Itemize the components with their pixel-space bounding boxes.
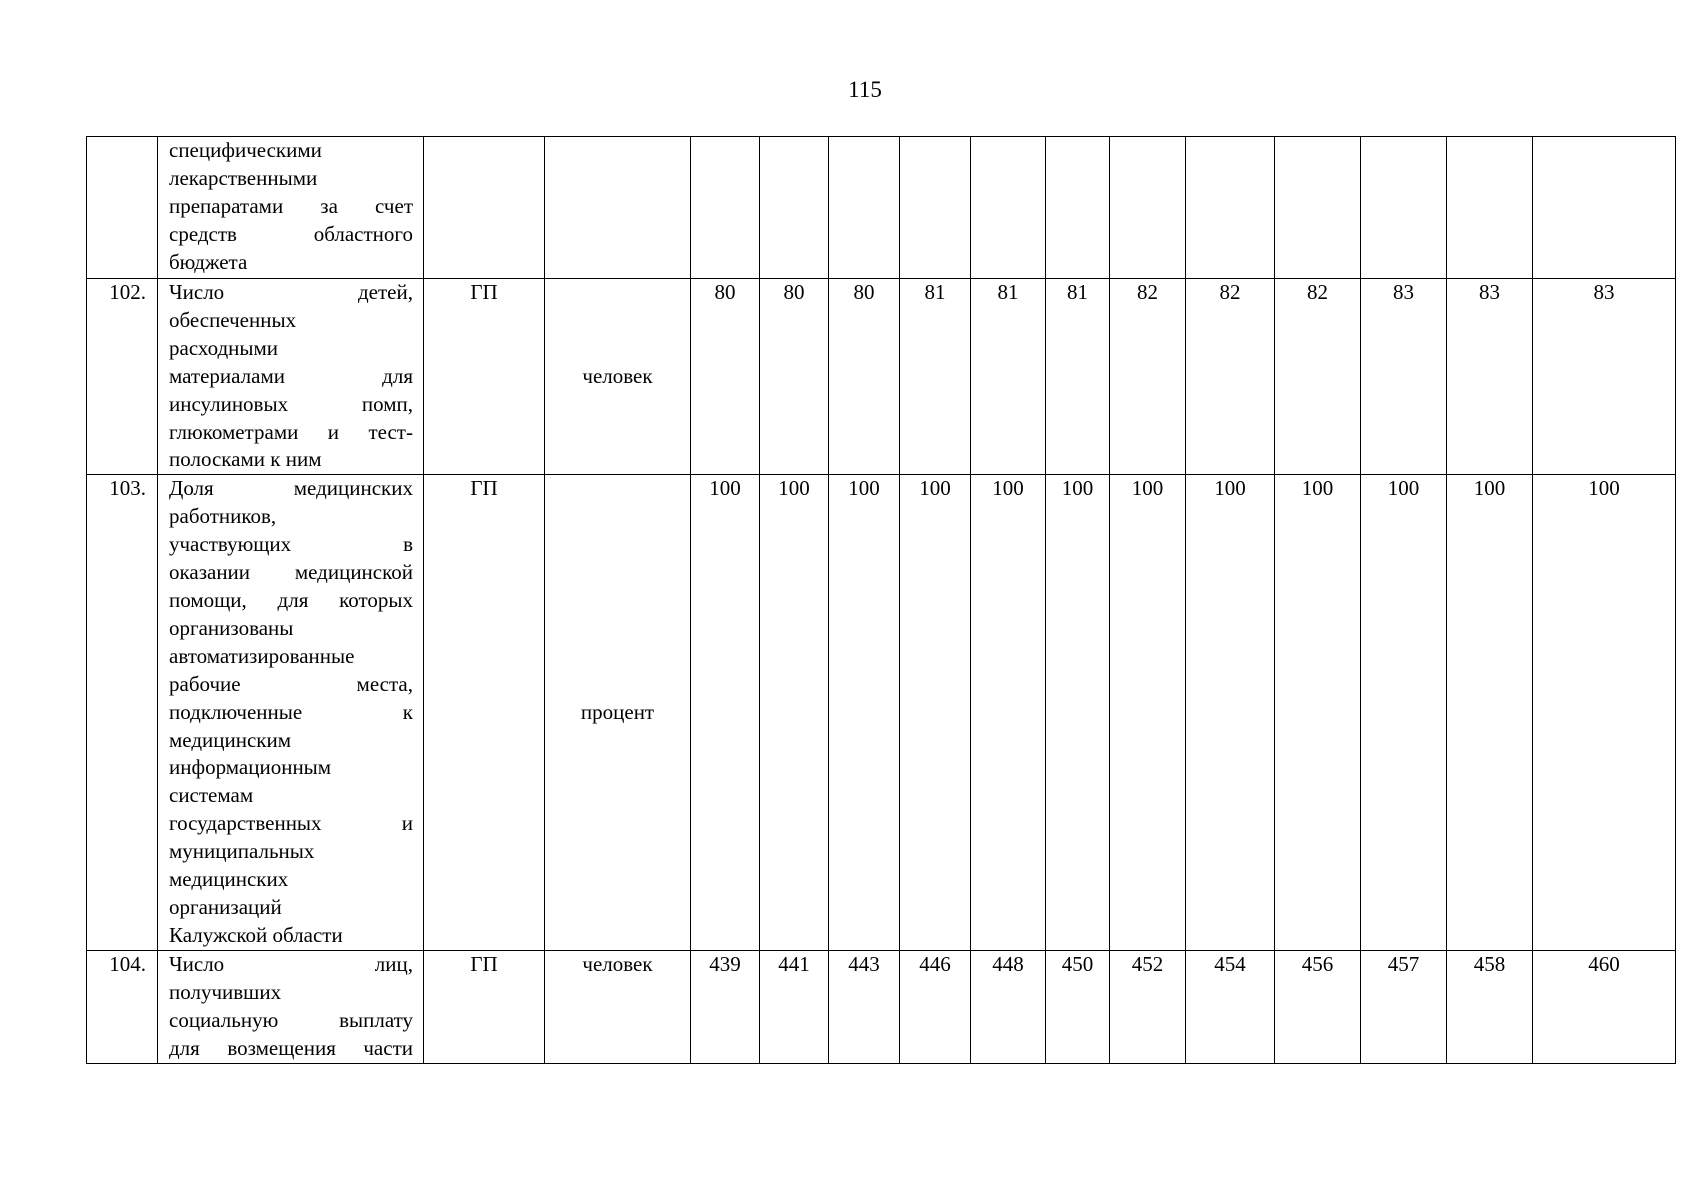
description-line: системам bbox=[169, 783, 254, 808]
indicator-description bbox=[158, 137, 424, 279]
description-line: социальную выплату bbox=[169, 1008, 413, 1033]
description-line: лекарственными bbox=[169, 165, 318, 190]
value-cell bbox=[1275, 137, 1361, 279]
table-row bbox=[87, 137, 1676, 279]
table-row bbox=[87, 951, 1676, 1064]
description-line: участвующих в bbox=[169, 532, 413, 557]
value-cell: 100 bbox=[691, 475, 760, 951]
description-line: расходными bbox=[169, 335, 279, 360]
value-cell: 100 bbox=[1046, 475, 1110, 951]
description-line: оказании медицинской bbox=[169, 560, 413, 585]
source-cell: ГП bbox=[424, 475, 545, 951]
value-cell: 100 bbox=[1186, 475, 1275, 951]
value-cell bbox=[1110, 137, 1186, 279]
row-number: 103. bbox=[87, 475, 158, 951]
description-line: работников, bbox=[169, 504, 277, 529]
description-line: автоматизированные bbox=[169, 643, 355, 668]
description-line: Число лиц, bbox=[169, 952, 413, 977]
value-cell: 454 bbox=[1186, 951, 1275, 1064]
description-line: подключенные к bbox=[169, 699, 413, 724]
description-line: организаций bbox=[169, 894, 282, 919]
indicator-description bbox=[158, 475, 424, 951]
value-cell: 100 bbox=[760, 475, 829, 951]
value-cell: 456 bbox=[1275, 951, 1361, 1064]
value-cell: 81 bbox=[971, 279, 1046, 475]
value-cell: 458 bbox=[1447, 951, 1533, 1064]
value-cell bbox=[1186, 137, 1275, 279]
value-cell bbox=[760, 137, 829, 279]
value-cell: 100 bbox=[1110, 475, 1186, 951]
source-cell: ГП bbox=[424, 279, 545, 475]
description-line: организованы bbox=[169, 615, 294, 640]
value-cell: 100 bbox=[971, 475, 1046, 951]
value-cell bbox=[691, 137, 760, 279]
row-number bbox=[87, 137, 158, 279]
value-cell: 100 bbox=[1533, 475, 1676, 951]
value-cell bbox=[1533, 137, 1676, 279]
description-line: специфическими bbox=[169, 138, 322, 162]
indicators-table bbox=[86, 136, 1676, 1064]
description-line: препаратами за счет bbox=[169, 193, 413, 218]
value-cell: 100 bbox=[1447, 475, 1533, 951]
description-line: материалами для bbox=[169, 363, 413, 388]
value-cell: 83 bbox=[1361, 279, 1447, 475]
unit-cell bbox=[545, 137, 691, 279]
value-cell: 81 bbox=[1046, 279, 1110, 475]
description-line: инсулиновых помп, bbox=[169, 391, 413, 416]
unit-cell: человек bbox=[545, 951, 691, 1064]
value-cell: 80 bbox=[760, 279, 829, 475]
value-cell: 460 bbox=[1533, 951, 1676, 1064]
value-cell bbox=[900, 137, 971, 279]
value-cell bbox=[1361, 137, 1447, 279]
value-cell: 83 bbox=[1533, 279, 1676, 475]
value-cell: 450 bbox=[1046, 951, 1110, 1064]
value-cell bbox=[829, 137, 900, 279]
value-cell bbox=[971, 137, 1046, 279]
value-cell: 82 bbox=[1110, 279, 1186, 475]
value-cell: 80 bbox=[691, 279, 760, 475]
description-line: средств областного bbox=[169, 221, 413, 246]
description-line: Доля медицинских bbox=[169, 476, 413, 501]
value-cell: 100 bbox=[900, 475, 971, 951]
source-cell bbox=[424, 137, 545, 279]
unit-cell: человек bbox=[545, 279, 691, 475]
value-cell: 439 bbox=[691, 951, 760, 1064]
description-line: государственных и bbox=[169, 811, 413, 836]
value-cell: 80 bbox=[829, 279, 900, 475]
value-cell: 457 bbox=[1361, 951, 1447, 1064]
description-line: бюджета bbox=[169, 249, 248, 274]
table-row bbox=[87, 475, 1676, 951]
description-line: Калужской области bbox=[169, 922, 343, 947]
value-cell: 443 bbox=[829, 951, 900, 1064]
description-line: медицинским bbox=[169, 727, 292, 752]
unit-cell: процент bbox=[545, 475, 691, 951]
description-line: Число детей, bbox=[169, 280, 413, 304]
description-line: полосками к ним bbox=[169, 447, 322, 472]
description-line: получивших bbox=[169, 980, 282, 1005]
description-line: медицинских bbox=[169, 867, 289, 892]
indicator-description bbox=[158, 951, 424, 1064]
value-cell bbox=[1447, 137, 1533, 279]
value-cell: 82 bbox=[1275, 279, 1361, 475]
description-line: помощи, для которых bbox=[169, 587, 413, 612]
row-number: 102. bbox=[87, 279, 158, 475]
row-number: 104. bbox=[87, 951, 158, 1064]
value-cell: 100 bbox=[1275, 475, 1361, 951]
value-cell: 446 bbox=[900, 951, 971, 1064]
description-line: информационным bbox=[169, 755, 332, 780]
description-line: глюкометрами и тест- bbox=[169, 419, 413, 444]
value-cell: 452 bbox=[1110, 951, 1186, 1064]
value-cell bbox=[1046, 137, 1110, 279]
value-cell: 100 bbox=[1361, 475, 1447, 951]
description-line: рабочие места, bbox=[169, 671, 413, 696]
value-cell: 441 bbox=[760, 951, 829, 1064]
description-line: для возмещения части bbox=[169, 1036, 413, 1061]
page-number: 115 bbox=[848, 77, 882, 102]
value-cell: 83 bbox=[1447, 279, 1533, 475]
indicator-description bbox=[158, 279, 424, 475]
description-line: обеспеченных bbox=[169, 307, 297, 332]
source-cell: ГП bbox=[424, 951, 545, 1064]
value-cell: 82 bbox=[1186, 279, 1275, 475]
value-cell: 81 bbox=[900, 279, 971, 475]
description-line: муниципальных bbox=[169, 839, 315, 864]
value-cell: 448 bbox=[971, 951, 1046, 1064]
value-cell: 100 bbox=[829, 475, 900, 951]
table-row bbox=[87, 279, 1676, 475]
